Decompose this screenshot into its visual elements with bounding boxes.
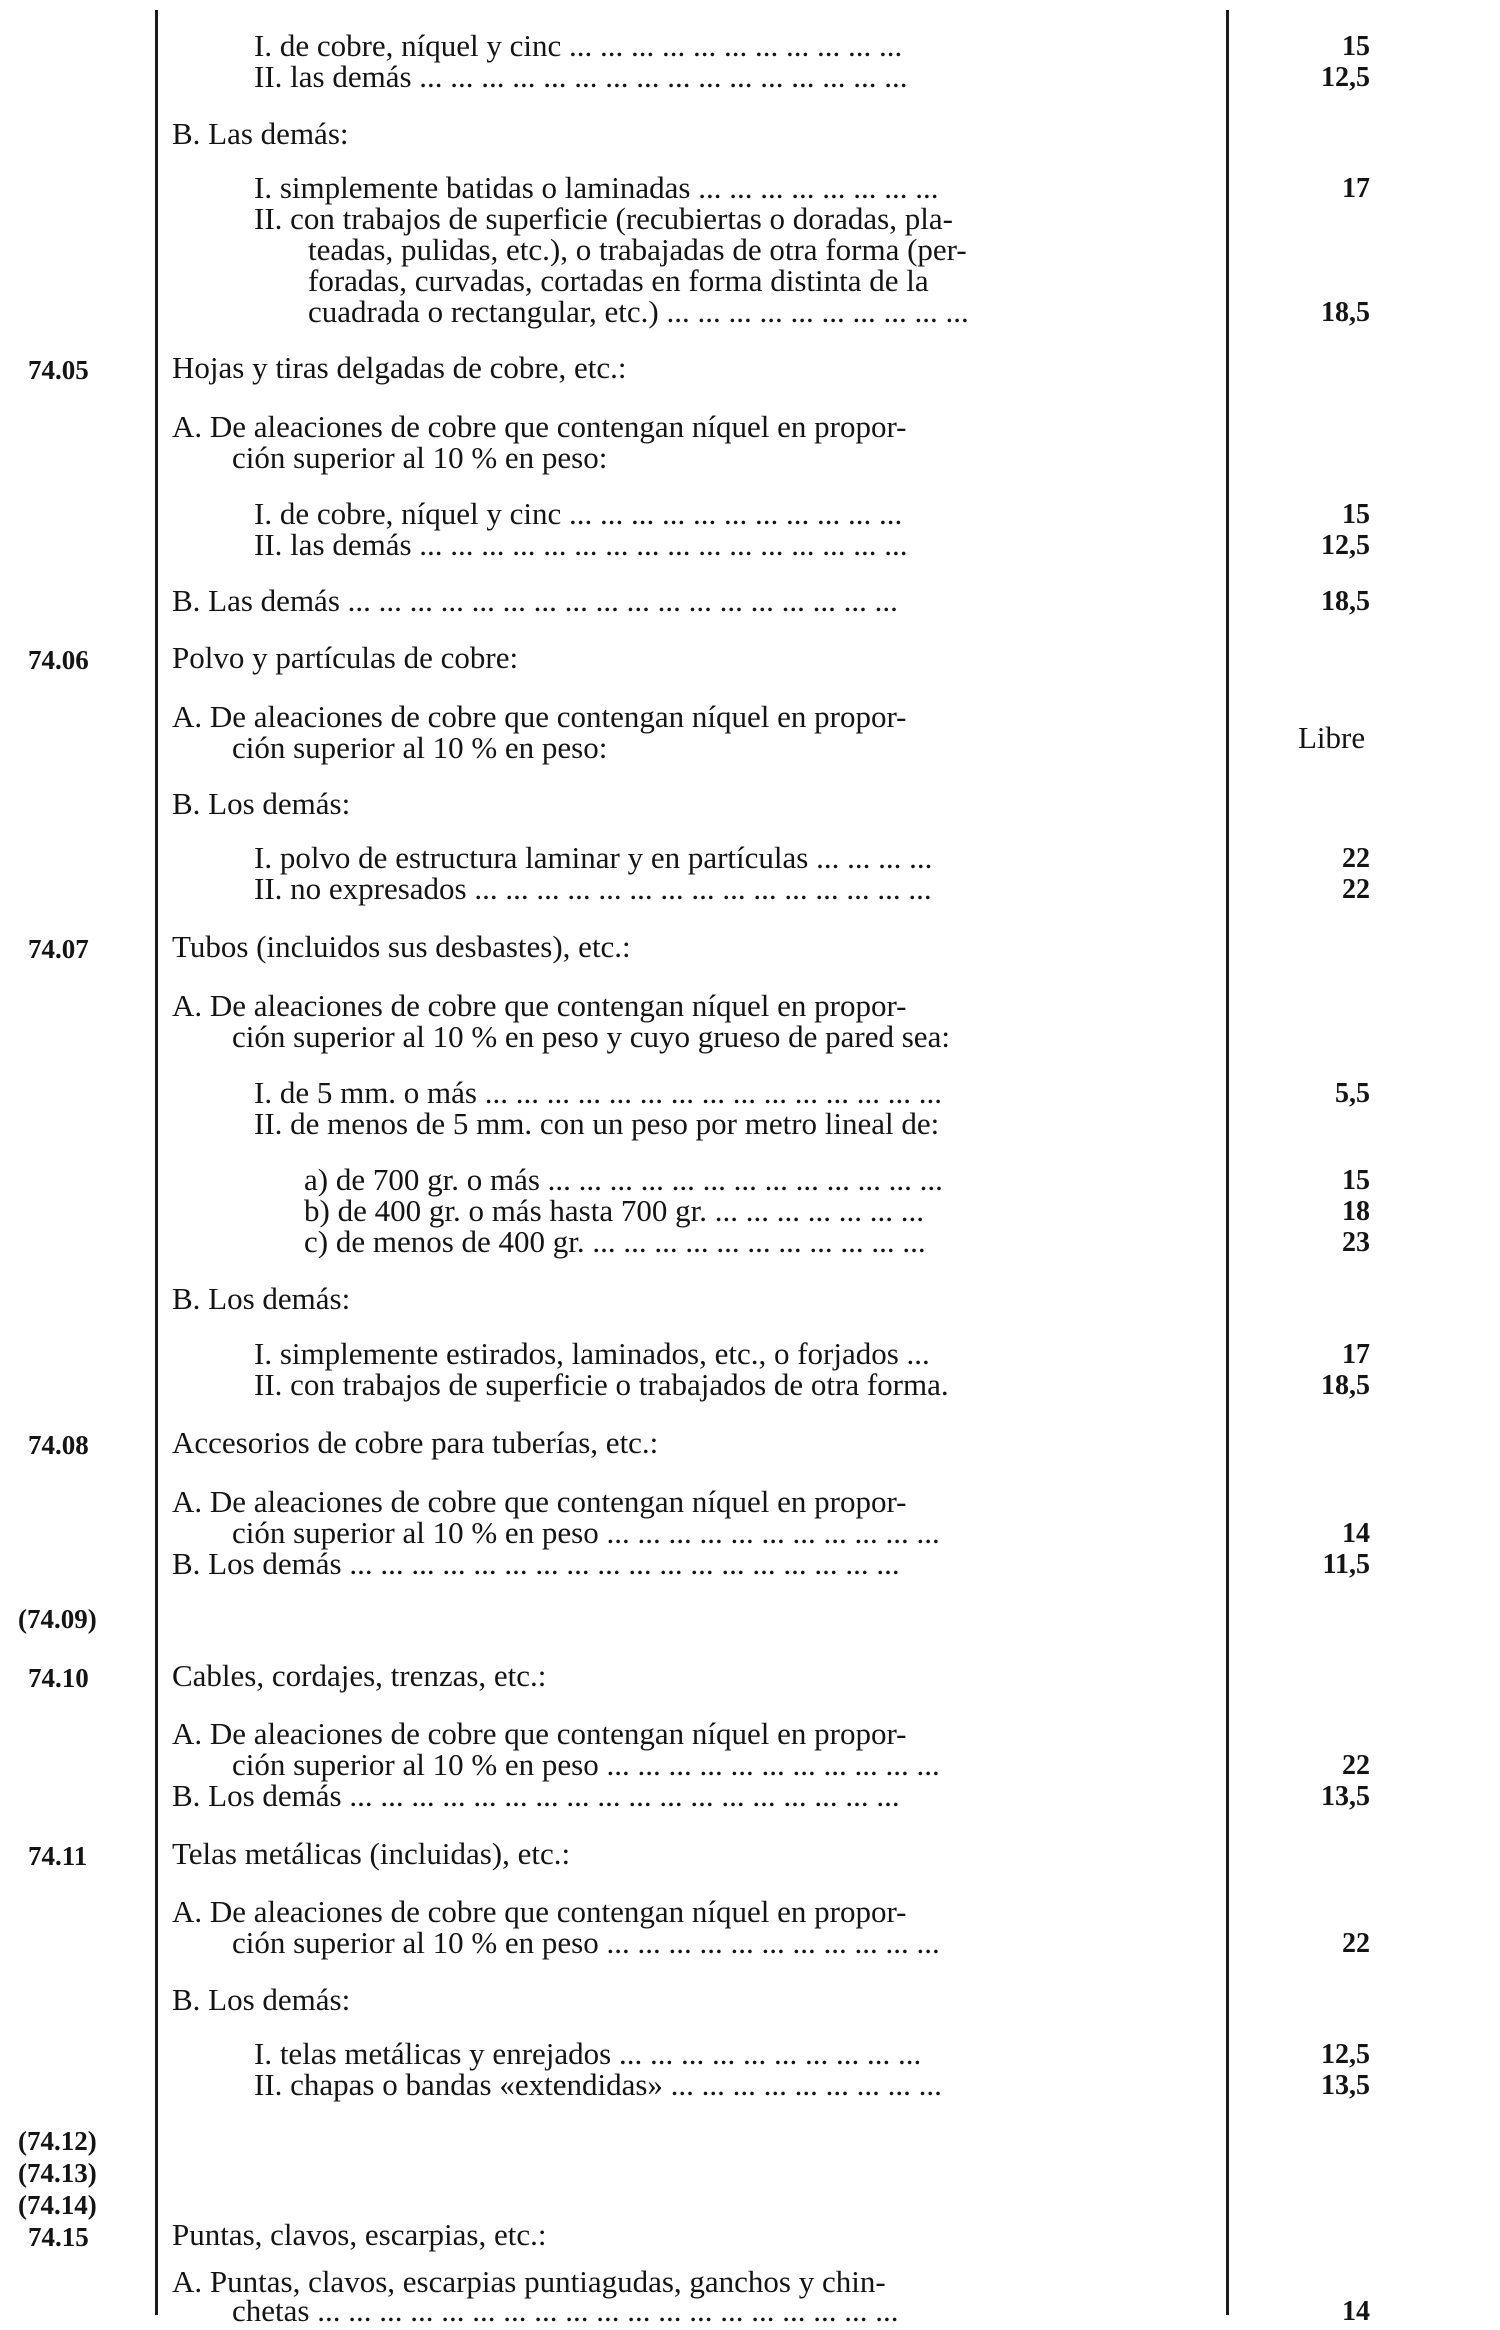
line-text: B. Los demás ... ... ... ... ... ... ... ... ... ... ... ... ... ... ... ... ... ...	[172, 1778, 900, 1813]
line-text: a) de 700 gr. o más ... ... ... ... ... ... ... ... ... ... ... ... ...	[304, 1162, 943, 1197]
line-text: cuadrada o rectangular, etc.) ... ... ... ... ... ... ... ... ... ...	[308, 294, 969, 329]
line-text: A. De aleaciones de cobre que contengan níquel en propor-	[172, 699, 907, 734]
line-rate: 22	[1342, 1928, 1370, 1959]
line-text: A. De aleaciones de cobre que contengan níquel en propor-	[172, 1716, 907, 1751]
line-rate: 22	[1342, 1750, 1370, 1781]
line-text: A. De aleaciones de cobre que contengan níquel en propor-	[172, 988, 907, 1023]
line-text: A. De aleaciones de cobre que contengan níquel en propor-	[172, 1484, 907, 1519]
line-text: A. De aleaciones de cobre que contengan níquel en propor-	[172, 1894, 907, 1929]
line-rate: 13,5	[1321, 1781, 1370, 1812]
line-rate: 14	[1342, 2296, 1370, 2327]
line-text: ción superior al 10 % en peso y cuyo grueso de pared sea:	[232, 1019, 950, 1054]
line-text: ción superior al 10 % en peso:	[232, 730, 608, 765]
line-rate: 22	[1342, 874, 1370, 905]
heading-code: (74.14)	[18, 2190, 97, 2220]
line-text: II. no expresados ... ... ... ... ... ... ... ... ... ... ... ... ... ... ...	[254, 871, 932, 906]
heading-code: 74.05	[28, 355, 89, 385]
heading-text: Cables, cordajes, trenzas, etc.:	[172, 1658, 547, 1693]
line-text: II. con trabajos de superficie (recubiertas o doradas, pla-	[254, 201, 953, 236]
left-column-rule	[155, 10, 158, 2315]
line-rate: 18,5	[1321, 1370, 1370, 1401]
heading-code: 74.10	[28, 1663, 89, 1693]
heading-text: Tubos (incluidos sus desbastes), etc.:	[172, 929, 631, 964]
heading-text: Accesorios de cobre para tuberías, etc.:	[172, 1425, 659, 1460]
line-text: I. de cobre, níquel y cinc ... ... ... ... ... ... ... ... ... ... ...	[254, 496, 903, 531]
line-rate: 15	[1342, 1165, 1370, 1196]
line-rate: 23	[1342, 1227, 1370, 1258]
line-text: II. de menos de 5 mm. con un peso por metro lineal de:	[254, 1106, 940, 1141]
line-text: II. con trabajos de superficie o trabajados de otra forma.	[254, 1367, 949, 1402]
heading-code: 74.11	[28, 1841, 88, 1871]
line-text: ción superior al 10 % en peso ... ... ... ... ... ... ... ... ... ... ...	[232, 1515, 940, 1550]
line-rate: 17	[1342, 1339, 1370, 1370]
line-rate: 18,5	[1321, 297, 1370, 328]
line-text: c) de menos de 400 gr. ... ... ... ... ... ... ... ... ... ... ...	[304, 1224, 926, 1259]
right-column-rule	[1226, 10, 1229, 2315]
line-rate: Libre	[1298, 720, 1366, 755]
line-text: chetas ... ... ... ... ... ... ... ... ... ... ... ... ... ... ... ... ... ... ...	[232, 2293, 899, 2328]
line-text: A. Puntas, clavos, escarpias puntiagudas, ganchos y chin-	[172, 2264, 886, 2299]
line-text: I. polvo de estructura laminar y en partículas ... ... ... ...	[254, 840, 933, 875]
line-rate: 5,5	[1335, 1078, 1370, 1109]
line-rate: 15	[1342, 31, 1370, 62]
line-text: ción superior al 10 % en peso ... ... ... ... ... ... ... ... ... ... ...	[232, 1925, 940, 1960]
line-text: b) de 400 gr. o más hasta 700 gr. ... ... ... ... ... ... ...	[304, 1193, 924, 1228]
heading-text: Polvo y partículas de cobre:	[172, 640, 519, 675]
line-text: ción superior al 10 % en peso ... ... ... ... ... ... ... ... ... ... ...	[232, 1747, 940, 1782]
line-rate: 12,5	[1321, 2039, 1370, 2070]
line-text: B. Las demás ... ... ... ... ... ... ... ... ... ... ... ... ... ... ... ... ... ...	[172, 583, 898, 618]
line-text: II. las demás ... ... ... ... ... ... ... ... ... ... ... ... ... ... ... ...	[254, 59, 908, 94]
line-rate: 15	[1342, 499, 1370, 530]
line-rate: 22	[1342, 843, 1370, 874]
line-rate: 18,5	[1321, 586, 1370, 617]
line-text: I. simplemente batidas o laminadas ... ... ... ... ... ... ... ...	[254, 170, 939, 205]
line-rate: 13,5	[1321, 2070, 1370, 2101]
line-text: I. de 5 mm. o más ... ... ... ... ... ... ... ... ... ... ... ... ... ... ...	[254, 1075, 942, 1110]
line-text: II. chapas o bandas «extendidas» ... ... ... ... ... ... ... ... ...	[254, 2067, 942, 2102]
line-rate: 17	[1342, 173, 1370, 204]
heading-text: Hojas y tiras delgadas de cobre, etc.:	[172, 350, 627, 385]
line-text: foradas, curvadas, cortadas en forma distinta de la	[308, 263, 929, 298]
line-text: II. las demás ... ... ... ... ... ... ... ... ... ... ... ... ... ... ... ...	[254, 527, 908, 562]
heading-code: 74.08	[28, 1430, 89, 1460]
heading-code: (74.09)	[18, 1604, 97, 1634]
line-text: ción superior al 10 % en peso:	[232, 440, 608, 475]
line-text: B. Los demás:	[172, 1281, 351, 1316]
line-text: teadas, pulidas, etc.), o trabajadas de otra forma (per-	[308, 232, 967, 267]
line-text: I. de cobre, níquel y cinc ... ... ... ... ... ... ... ... ... ... ...	[254, 28, 903, 63]
heading-text: Telas metálicas (incluidas), etc.:	[172, 1836, 571, 1871]
line-text: I. telas metálicas y enrejados ... ... ... ... ... ... ... ... ... ...	[254, 2036, 922, 2071]
heading-code: (74.12)	[18, 2126, 97, 2156]
line-text: A. De aleaciones de cobre que contengan níquel en propor-	[172, 409, 907, 444]
heading-code: 74.15	[28, 2222, 89, 2252]
line-rate: 12,5	[1321, 530, 1370, 561]
line-text: B. Los demás:	[172, 1982, 351, 2017]
line-rate: 12,5	[1321, 62, 1370, 93]
line-rate: 14	[1342, 1518, 1370, 1549]
line-rate: 11,5	[1322, 1549, 1370, 1580]
line-text: B. Las demás:	[172, 116, 349, 151]
heading-code: (74.13)	[18, 2158, 97, 2188]
line-text: B. Los demás ... ... ... ... ... ... ... ... ... ... ... ... ... ... ... ... ... ...	[172, 1546, 900, 1581]
heading-code: 74.06	[28, 645, 89, 675]
line-text: B. Los demás:	[172, 786, 351, 821]
heading-code: 74.07	[28, 934, 89, 964]
line-rate: 18	[1342, 1196, 1370, 1227]
heading-text: Puntas, clavos, escarpias, etc.:	[172, 2217, 547, 2252]
line-text: I. simplemente estirados, laminados, etc., o forjados ...	[254, 1336, 930, 1371]
